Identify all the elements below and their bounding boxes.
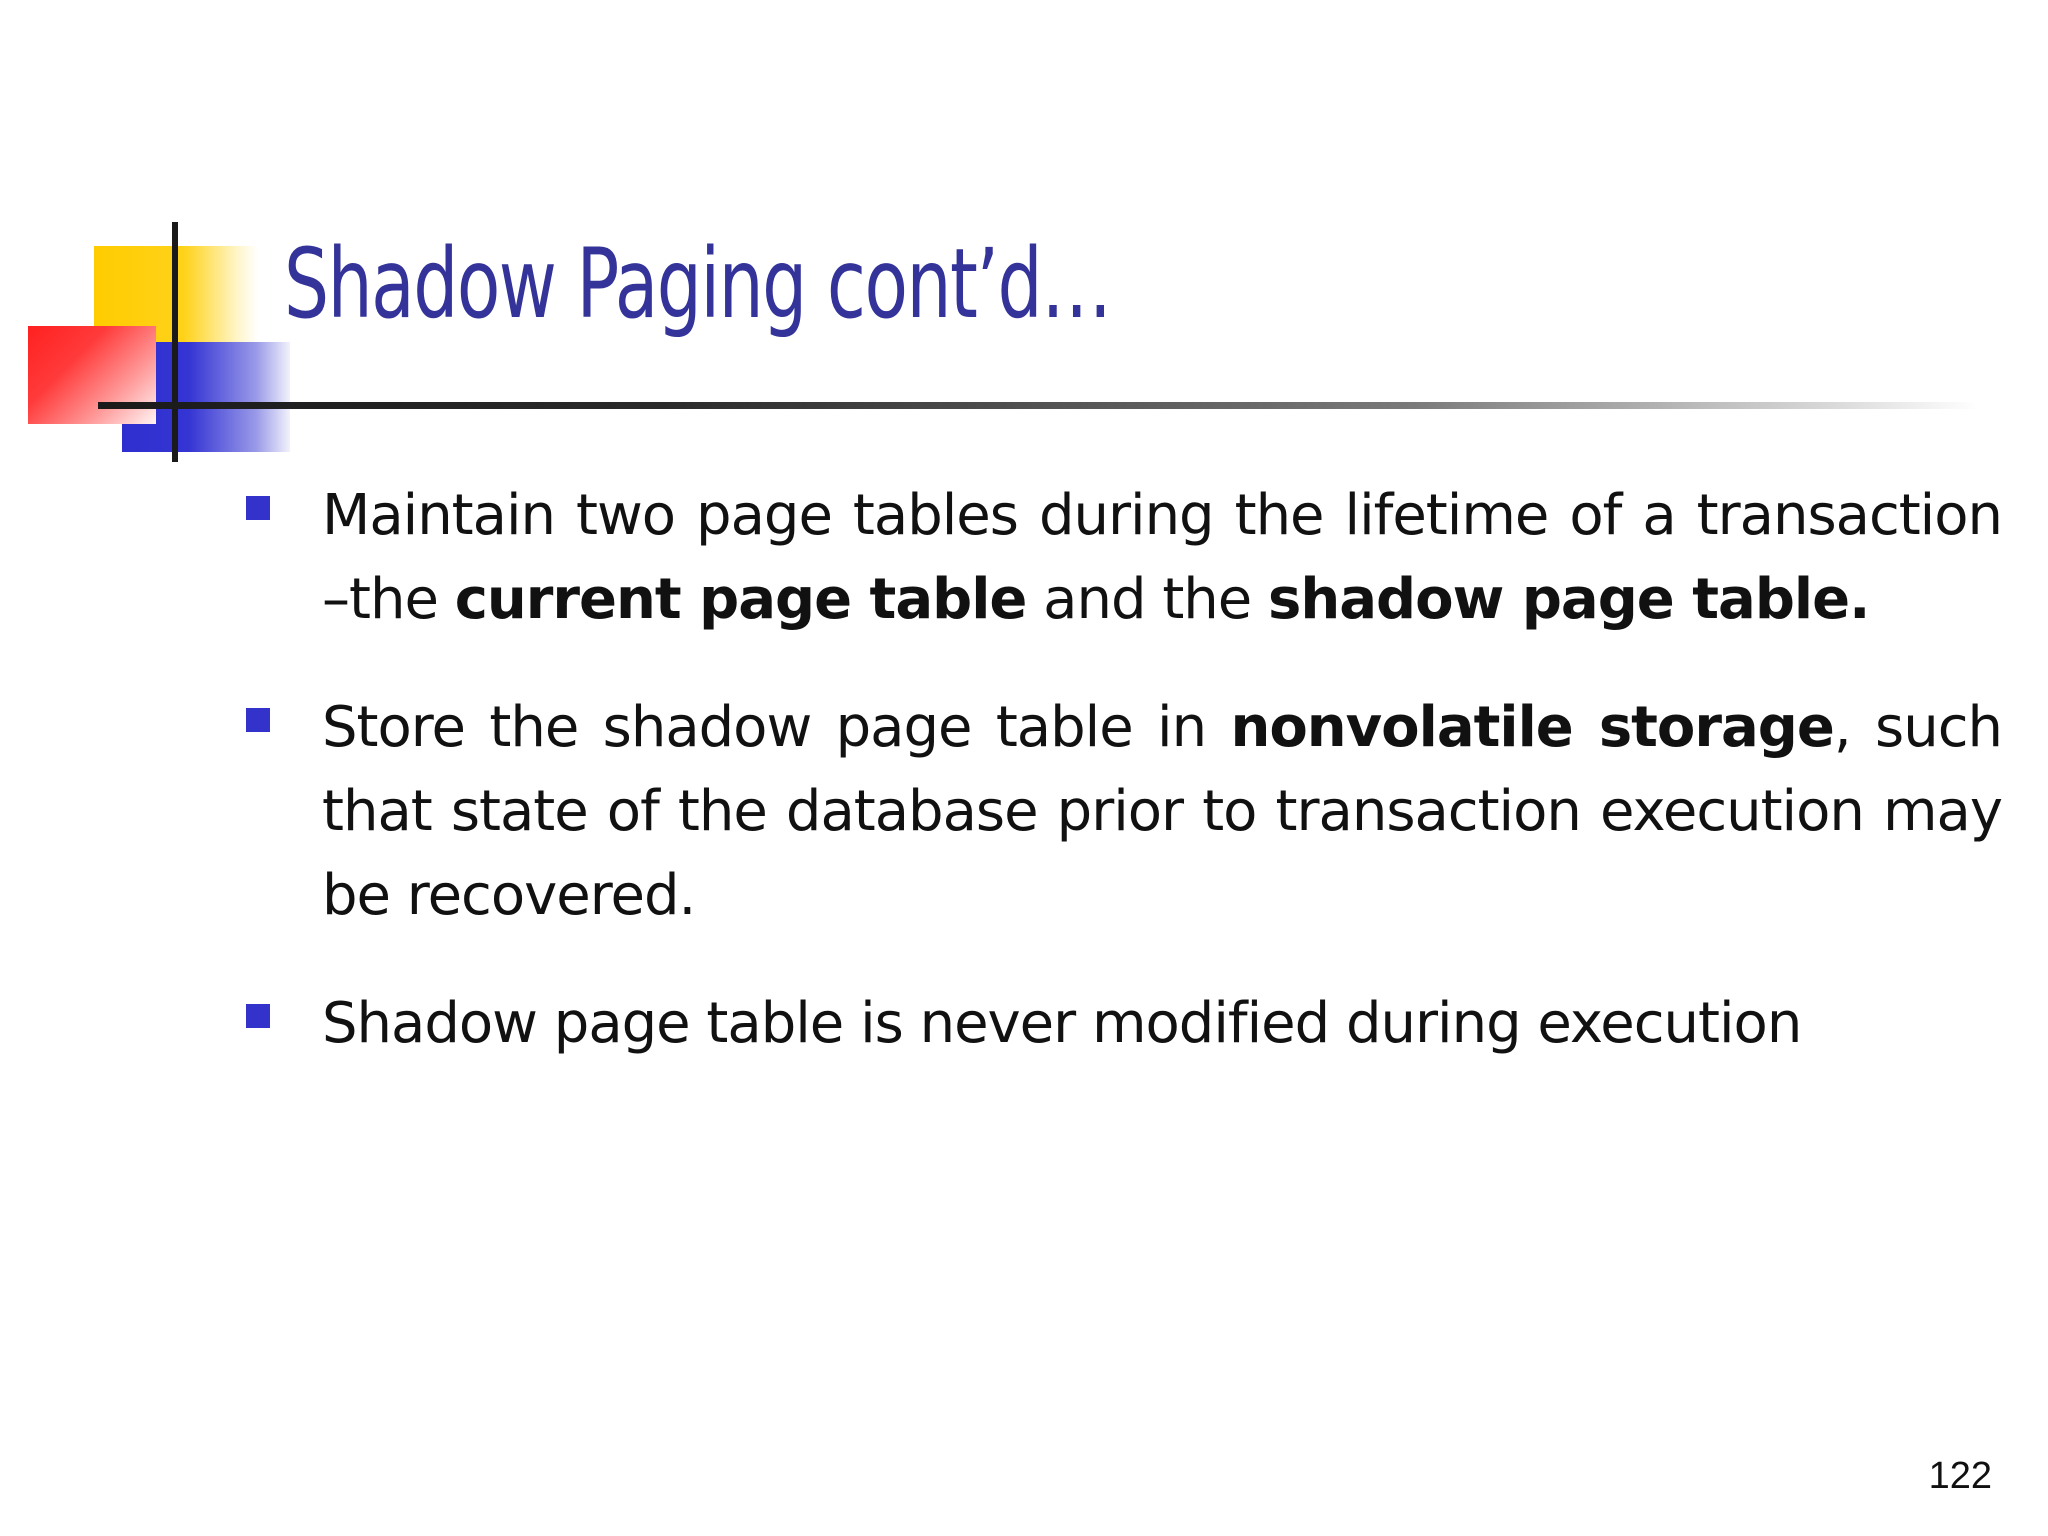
bullet-list [246,474,2002,1110]
bullet-text-bold: nonvolatile storage [1230,695,1834,760]
decorative-vertical-line [172,222,178,462]
bullet-text-bold: current page table [454,567,1027,632]
square-bullet-icon [246,496,270,520]
bullet-text-segment: Store the shadow page table in [322,695,1231,760]
bullet-item [246,982,2002,1066]
bullet-text-segment: Maintain two page tables during the lifetime of a transaction –the [322,483,2002,632]
bullet-text [322,982,2002,1066]
bullet-item [246,686,2002,938]
decorative-red-square [28,326,156,424]
bullet-text [322,474,2002,642]
bullet-text-segment: and the [1026,567,1269,632]
bullet-text [322,686,2002,938]
page-number: 122 [1928,1455,1992,1497]
square-bullet-icon [246,1004,270,1028]
slide-title: Shadow Paging cont’d… [284,228,1111,340]
bullet-text-bold: shadow page table. [1268,567,1870,632]
title-underline [98,402,1978,409]
bullet-item [246,474,2002,642]
square-bullet-icon [246,708,270,732]
bullet-text-segment: Shadow page table is never modified during execution [322,991,1802,1056]
bullet-text-segment: , such that state of the database prior to transaction execution may be recovered. [322,695,2002,928]
